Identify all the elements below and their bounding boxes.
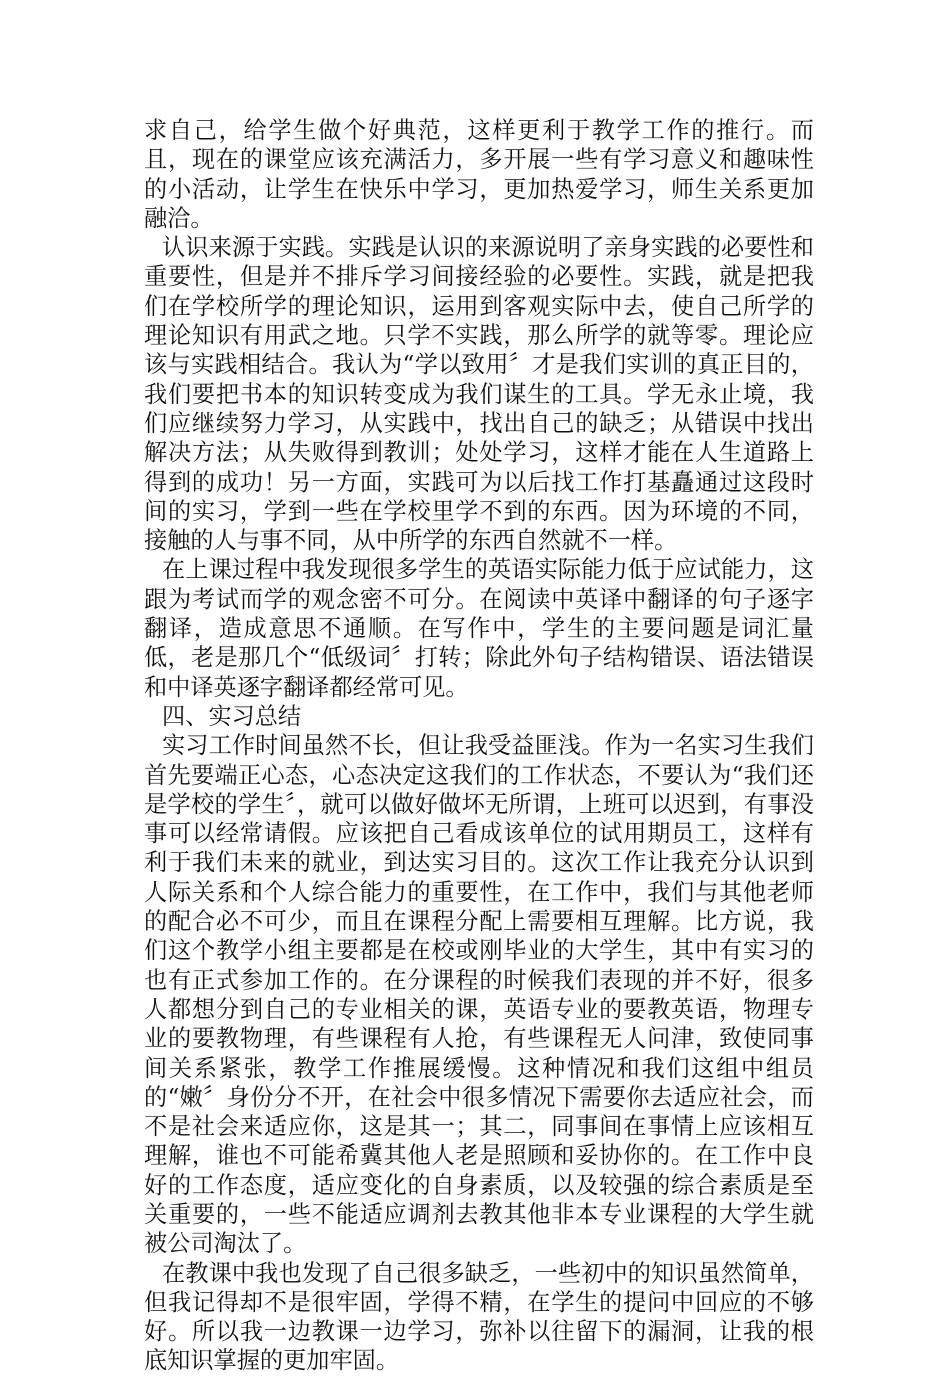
- paragraph-continuation: 求自己，给学生做个好典范，这样更利于教学工作的推行。而且，现在的课堂应该充满活力，多开展一些有学习意义和趣味性的小活动，让学生在快乐中学习，更加热爱学习，师生关系更加融洽。: [144, 117, 814, 232]
- document-page: [144, 116, 814, 1376]
- paragraph-teaching-shortcomings: 在教课中我也发现了自己很多缺乏，一些初中的知识虽然简单，但我记得却不是很牢固，学得不精，在学生的提问中回应的不够好。所以我一边教课一边学习，弥补以往留下的漏洞，让我的根底知识掌握的更加牢固。: [144, 1259, 814, 1375]
- paragraph-internship-summary: 实习工作时间虽然不长，但让我受益匪浅。作为一名实习生我们首先要端正心态，心态决定这我们的工作状态，不要认为“我们还是学校的学生〞，就可以做好做坏无所谓，上班可以迟到，有事没事可以经常请假。应该把自己看成该单位的试用期员工，这样有利于我们未来的就业，到达实习目的。这次工作让我充分认识到人际关系和个人综合能力的重要性，在工作中，我们与其他老师的配合必不可少，而且在课程分配上需要相互理解。比方说，我们这个教学小组主要都是在校或刚毕业的大学生，其中有实习的也有正式参加工作的。在分课程的时候我们表现的并不好，很多人都想分到自己的专业相关的课，英语专业的要教英语，物理专业的要教物理，有些课程有人抢，有些课程无人问津，致使同事间关系紧张，教学工作推展缓慢。这种情况和我们这组中组员的“嫩〞身份分不开，在社会中很多情况下需要你去适应社会，而不是社会来适应你，这是其一；其二，同事间在事情上应该相互理解，谁也不可能希冀其他人老是照顾和妥协你的。在工作中良好的工作态度，适应变化的自身素质，以及较强的综合素质是至关重要的，一些不能适应调剂去教其他非本专业课程的大学生就被公司淘汰了。: [144, 732, 814, 1258]
- paragraph-practice: 认识来源于实践。实践是认识的来源说明了亲身实践的必要性和重要性，但是并不排斥学习间接经验的必要性。实践，就是把我们在学校所学的理论知识，运用到客观实际中去，使自己所学的理论知识有用武之地。只学不实践，那么所学的就等零。理论应该与实践相结合。我认为“学以致用〞才是我们实训的真正目的，我们要把书本的知识转变成为我们谋生的工具。学无永止境，我们应继续努力学习，从实践中，找出自己的缺乏；从错误中找出解决方法；从失败得到教训；处处学习，这样才能在人生道路上得到的成功！另一方面，实践可为以后找工作打基矗通过这段时间的实习，学到一些在学校里学不到的东西。因为环境的不同，接触的人与事不同，从中所学的东西自然就不一样。: [144, 234, 814, 555]
- section-heading-summary: 四、实习总结: [162, 702, 302, 730]
- paragraph-english-ability: 在上课过程中我发现很多学生的英语实际能力低于应试能力，这跟为考试而学的观念密不可分。在阅读中英译中翻译的句子逐字翻译，造成意思不通顺。在写作中，学生的主要问题是词汇量低，老是那几个“低级词〞打转；除此外句子结构错误、语法错误和中译英逐字翻译都经常可见。: [144, 556, 814, 701]
